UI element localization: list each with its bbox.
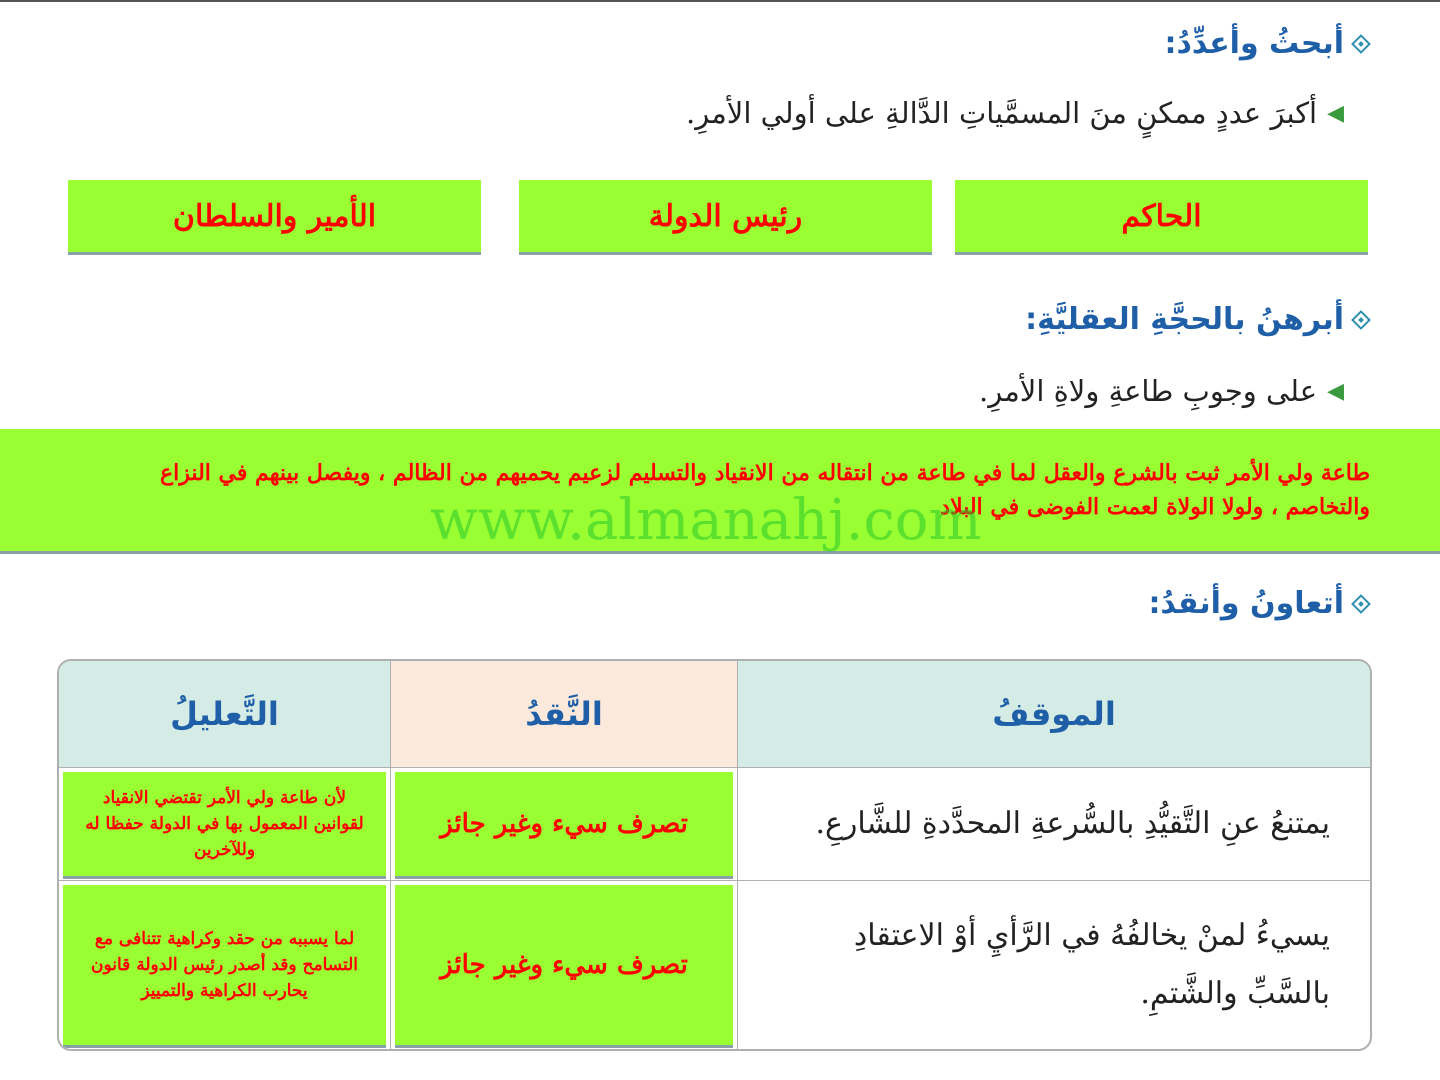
- prove-prompt-text: على وجوبِ طاعةِ ولاةِ الأمرِ.: [979, 374, 1318, 408]
- prove-prompt: [979, 374, 1344, 408]
- diamond-bullet-icon: [1351, 594, 1371, 614]
- diamond-bullet-icon: [1351, 34, 1371, 54]
- top-border-line: [0, 0, 1440, 2]
- table-header-row: [59, 661, 1370, 768]
- prove-section-title: [1025, 302, 1368, 337]
- cooperate-title-text: أتعاونُ وأنقدُ:: [1148, 586, 1344, 621]
- answer-box-1[interactable]: الحاكم: [955, 180, 1368, 252]
- header-reason: التَّعليلُ: [59, 661, 390, 768]
- critique-table: [57, 659, 1372, 1051]
- position-cell: يسيءُ لمنْ يخالفُهُ في الرَّأيِ أوْ الاعتقادِ بالسَّبِّ والشَّتمِ.: [737, 881, 1370, 1049]
- research-section-title: [1164, 26, 1368, 61]
- critique-cell: [390, 768, 737, 881]
- table-row: [59, 768, 1370, 881]
- research-title-text: أبحثُ وأعدِّدُ:: [1164, 26, 1344, 61]
- header-position: الموقفُ: [737, 661, 1370, 768]
- reason-cell: [59, 768, 390, 881]
- site-watermark: www.almanahj.com: [430, 488, 982, 553]
- answer-box-3[interactable]: الأمير والسلطان: [68, 180, 481, 252]
- critique-answer[interactable]: تصرف سيء وغير جائز: [395, 772, 733, 876]
- reason-answer[interactable]: لما يسببه من حقد وكراهية تتنافى مع التسامح وقد أصدر رئيس الدولة قانون يحارب الكراهية والتمييز: [63, 885, 386, 1045]
- table-row: [59, 881, 1370, 1049]
- research-prompt-text: أكبرَ عددٍ ممكنٍ منَ المسمَّياتِ الدَّالةِ على أولي الأمرِ.: [686, 96, 1318, 130]
- position-cell: يمتنعُ عنِ التَّقيُّدِ بالسُّرعةِ المحدَّدةِ للشَّارعِ.: [737, 768, 1370, 881]
- diamond-bullet-icon: [1351, 310, 1371, 330]
- critique-answer[interactable]: تصرف سيء وغير جائز: [395, 885, 733, 1045]
- reason-cell: [59, 881, 390, 1049]
- answer-box-2[interactable]: رئيس الدولة: [519, 180, 932, 252]
- research-prompt: [686, 96, 1344, 130]
- critique-cell: [390, 881, 737, 1049]
- green-arrow-icon: ◀: [1327, 100, 1344, 126]
- cooperate-section-title: [1148, 586, 1368, 621]
- green-arrow-icon: ◀: [1327, 378, 1344, 404]
- header-critique: النَّقدُ: [390, 661, 737, 768]
- prove-title-text: أبرهنُ بالحجَّةِ العقليَّةِ:: [1025, 302, 1344, 337]
- prove-answer-box[interactable]: طاعة ولي الأمر ثبت بالشرع والعقل لما في طاعة من انتقاله من الانقياد والتسليم لزعيم يحميهم من الظالم ، ويفصل بينهم في النزاع والتخاصم ، ولولا الولاة لعمت الفوضى في البلاد: [0, 429, 1440, 551]
- reason-answer[interactable]: لأن طاعة ولي الأمر تقتضي الانقياد لقوانين المعمول بها في الدولة حفظا له وللآخرين: [63, 772, 386, 876]
